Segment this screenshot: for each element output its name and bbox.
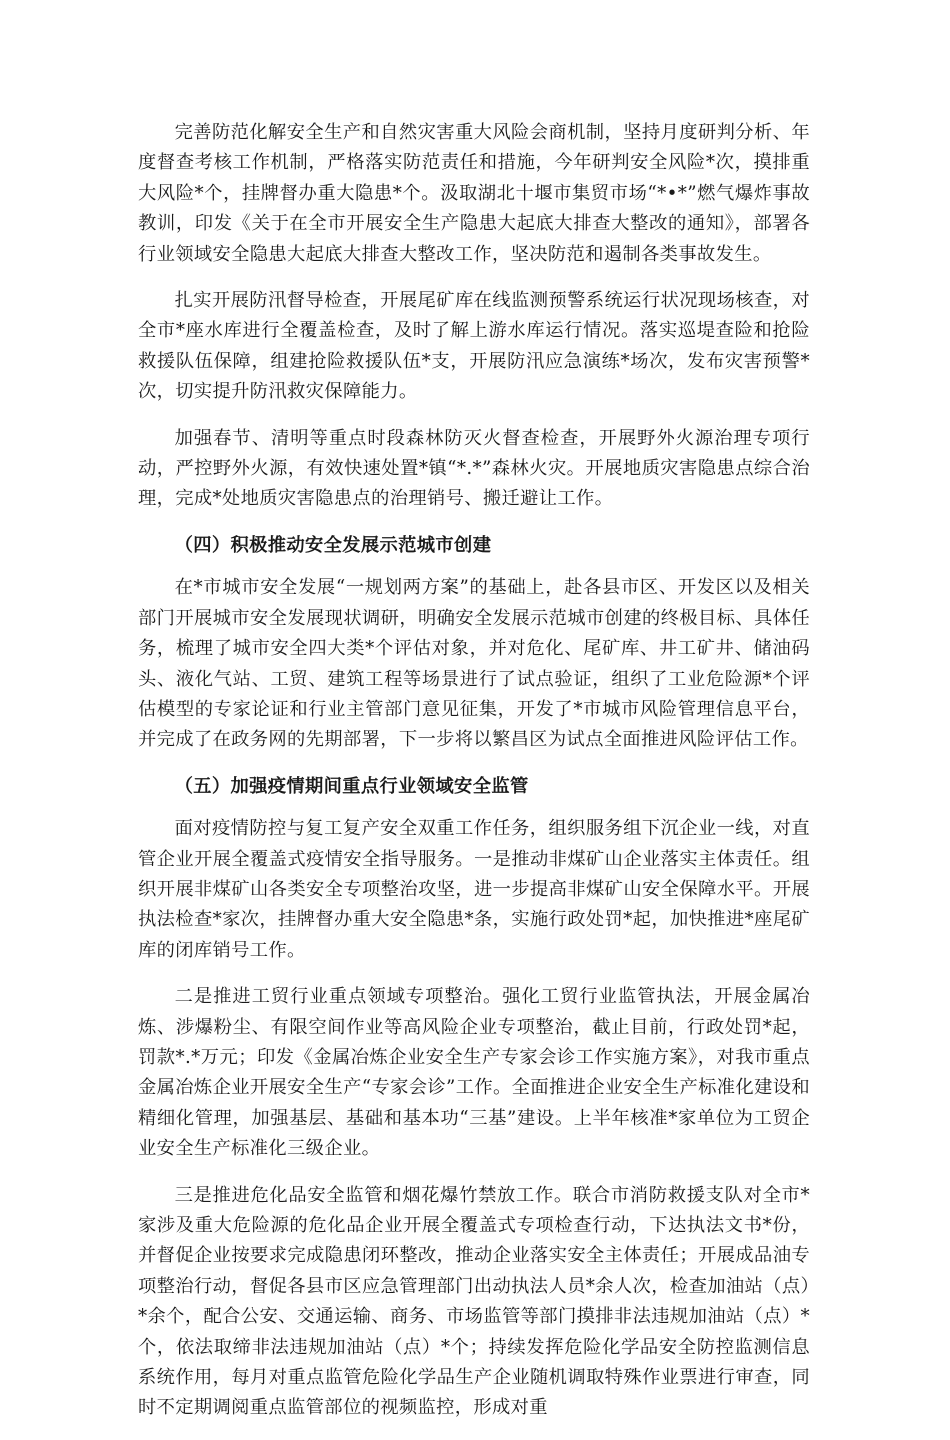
paragraph-safe-city: 在*市城市安全发展“一规划两方案”的基础上，赴各县市区、开发区以及相关部门开展城市安全发展现状调研，明确安全发展示范城市创建的终极目标、具体任务，梳理了城市安全四大类*个评估对象，并对危化、尾矿库、井工矿井、储油码头、液化气站、工贸、建筑工程等场景进行了试点验证，组织了工业危险源*个评估模型的专家论证和行业主管部门意见征集，开发了*市城市风险管理信息平台，并完成了在政务网的先期部署，下一步将以繁昌区为试点全面推进风险评估工作。 — [138, 577, 810, 751]
paragraph-mining-safety: 面对疫情防控与复工复产安全双重工作任务，组织服务组下沉企业一线，对直管企业开展全覆盖式疫情安全指导服务。一是推动非煤矿山企业落实主体责任。组织开展非煤矿山各类安全专项整治攻坚，进一步提高非煤矿山安全保障水平。开展执法检查*家次，挂牌督办重大安全隐患*条，实施行政处罚*起，加快推进*座尾矿库的闭库销号工作。 — [138, 818, 810, 961]
paragraph-risk-consultation: 完善防范化解安全生产和自然灾害重大风险会商机制，坚持月度研判分析、年度督查考核工作机制，严格落实防范责任和措施，今年研判安全风险*次，摸排重大风险*个，挂牌督办重大隐患*个。汲取湖北十堰市集贸市场“*•*”燃气爆炸事故教训，印发《关于在全市开展安全生产隐患大起底大排查大整改的通知》，部署各行业领域安全隐患大起底大排查大整改工作，坚决防范和遏制各类事故发生。 — [138, 122, 810, 265]
paragraph-hazardous-chemicals: 三是推进危化品安全监管和烟花爆竹禁放工作。联合市消防救援支队对全市*家涉及重大危险源的危化品企业开展全覆盖式专项检查行动，下达执法文书*份，并督促企业按要求完成隐患闭环整改，推动企业落实安全主体责任；开展成品油专项整治行动，督促各县市区应急管理部门出动执法人员*余人次，检查加油站（点）*余个，配合公安、交通运输、商务、市场监管等部门摸排非法违规加油站（点）*个，依法取缔非法违规加油站（点）*个；持续发挥危险化学品安全防控监测信息系统作用，每月对重点监管危险化学品生产企业随机调取特殊作业票进行审查，同时不定期调阅重点监管部位的视频监控，形成对重 — [138, 1184, 810, 1419]
section-heading-4: （四）积极推动安全发展示范城市创建 — [174, 534, 492, 556]
paragraph-flood-control: 扎实开展防汛督导检查，开展尾矿库在线监测预警系统运行状况现场核查，对全市*座水库进行全覆盖检查，及时了解上游水库运行情况。落实巡堤查险和抢险救援队伍保障，组建抢险救援队伍*支，开展防汛应急演练*场次，发布灾害预警*次，切实提升防汛救灾保障能力。 — [138, 290, 810, 403]
section-heading-5: （五）加强疫情期间重点行业领域安全监管 — [174, 775, 529, 797]
paragraph-forest-fire: 加强春节、清明等重点时段森林防灭火督查检查，开展野外火源治理专项行动，严控野外火源，有效快速处置*镇“*.*”森林火灾。开展地质灾害隐患点综合治理，完成*处地质灾害隐患点的治理销号、搬迁避让工作。 — [138, 427, 810, 510]
document-body — [138, 118, 810, 1440]
paragraph-industry-trade: 二是推进工贸行业重点领域专项整治。强化工贸行业监管执法，开展金属冶炼、涉爆粉尘、有限空间作业等高风险企业专项整治，截止目前，行政处罚*起，罚款*.*万元；印发《金属冶炼企业安全生产专家会诊工作实施方案》，对我市重点金属冶炼企业开展安全生产“专家会诊”工作。全面推进企业安全生产标准化建设和精细化管理，加强基层、基础和基本功“三基”建设。上半年核准*家单位为工贸企业安全生产标准化三级企业。 — [138, 986, 810, 1160]
